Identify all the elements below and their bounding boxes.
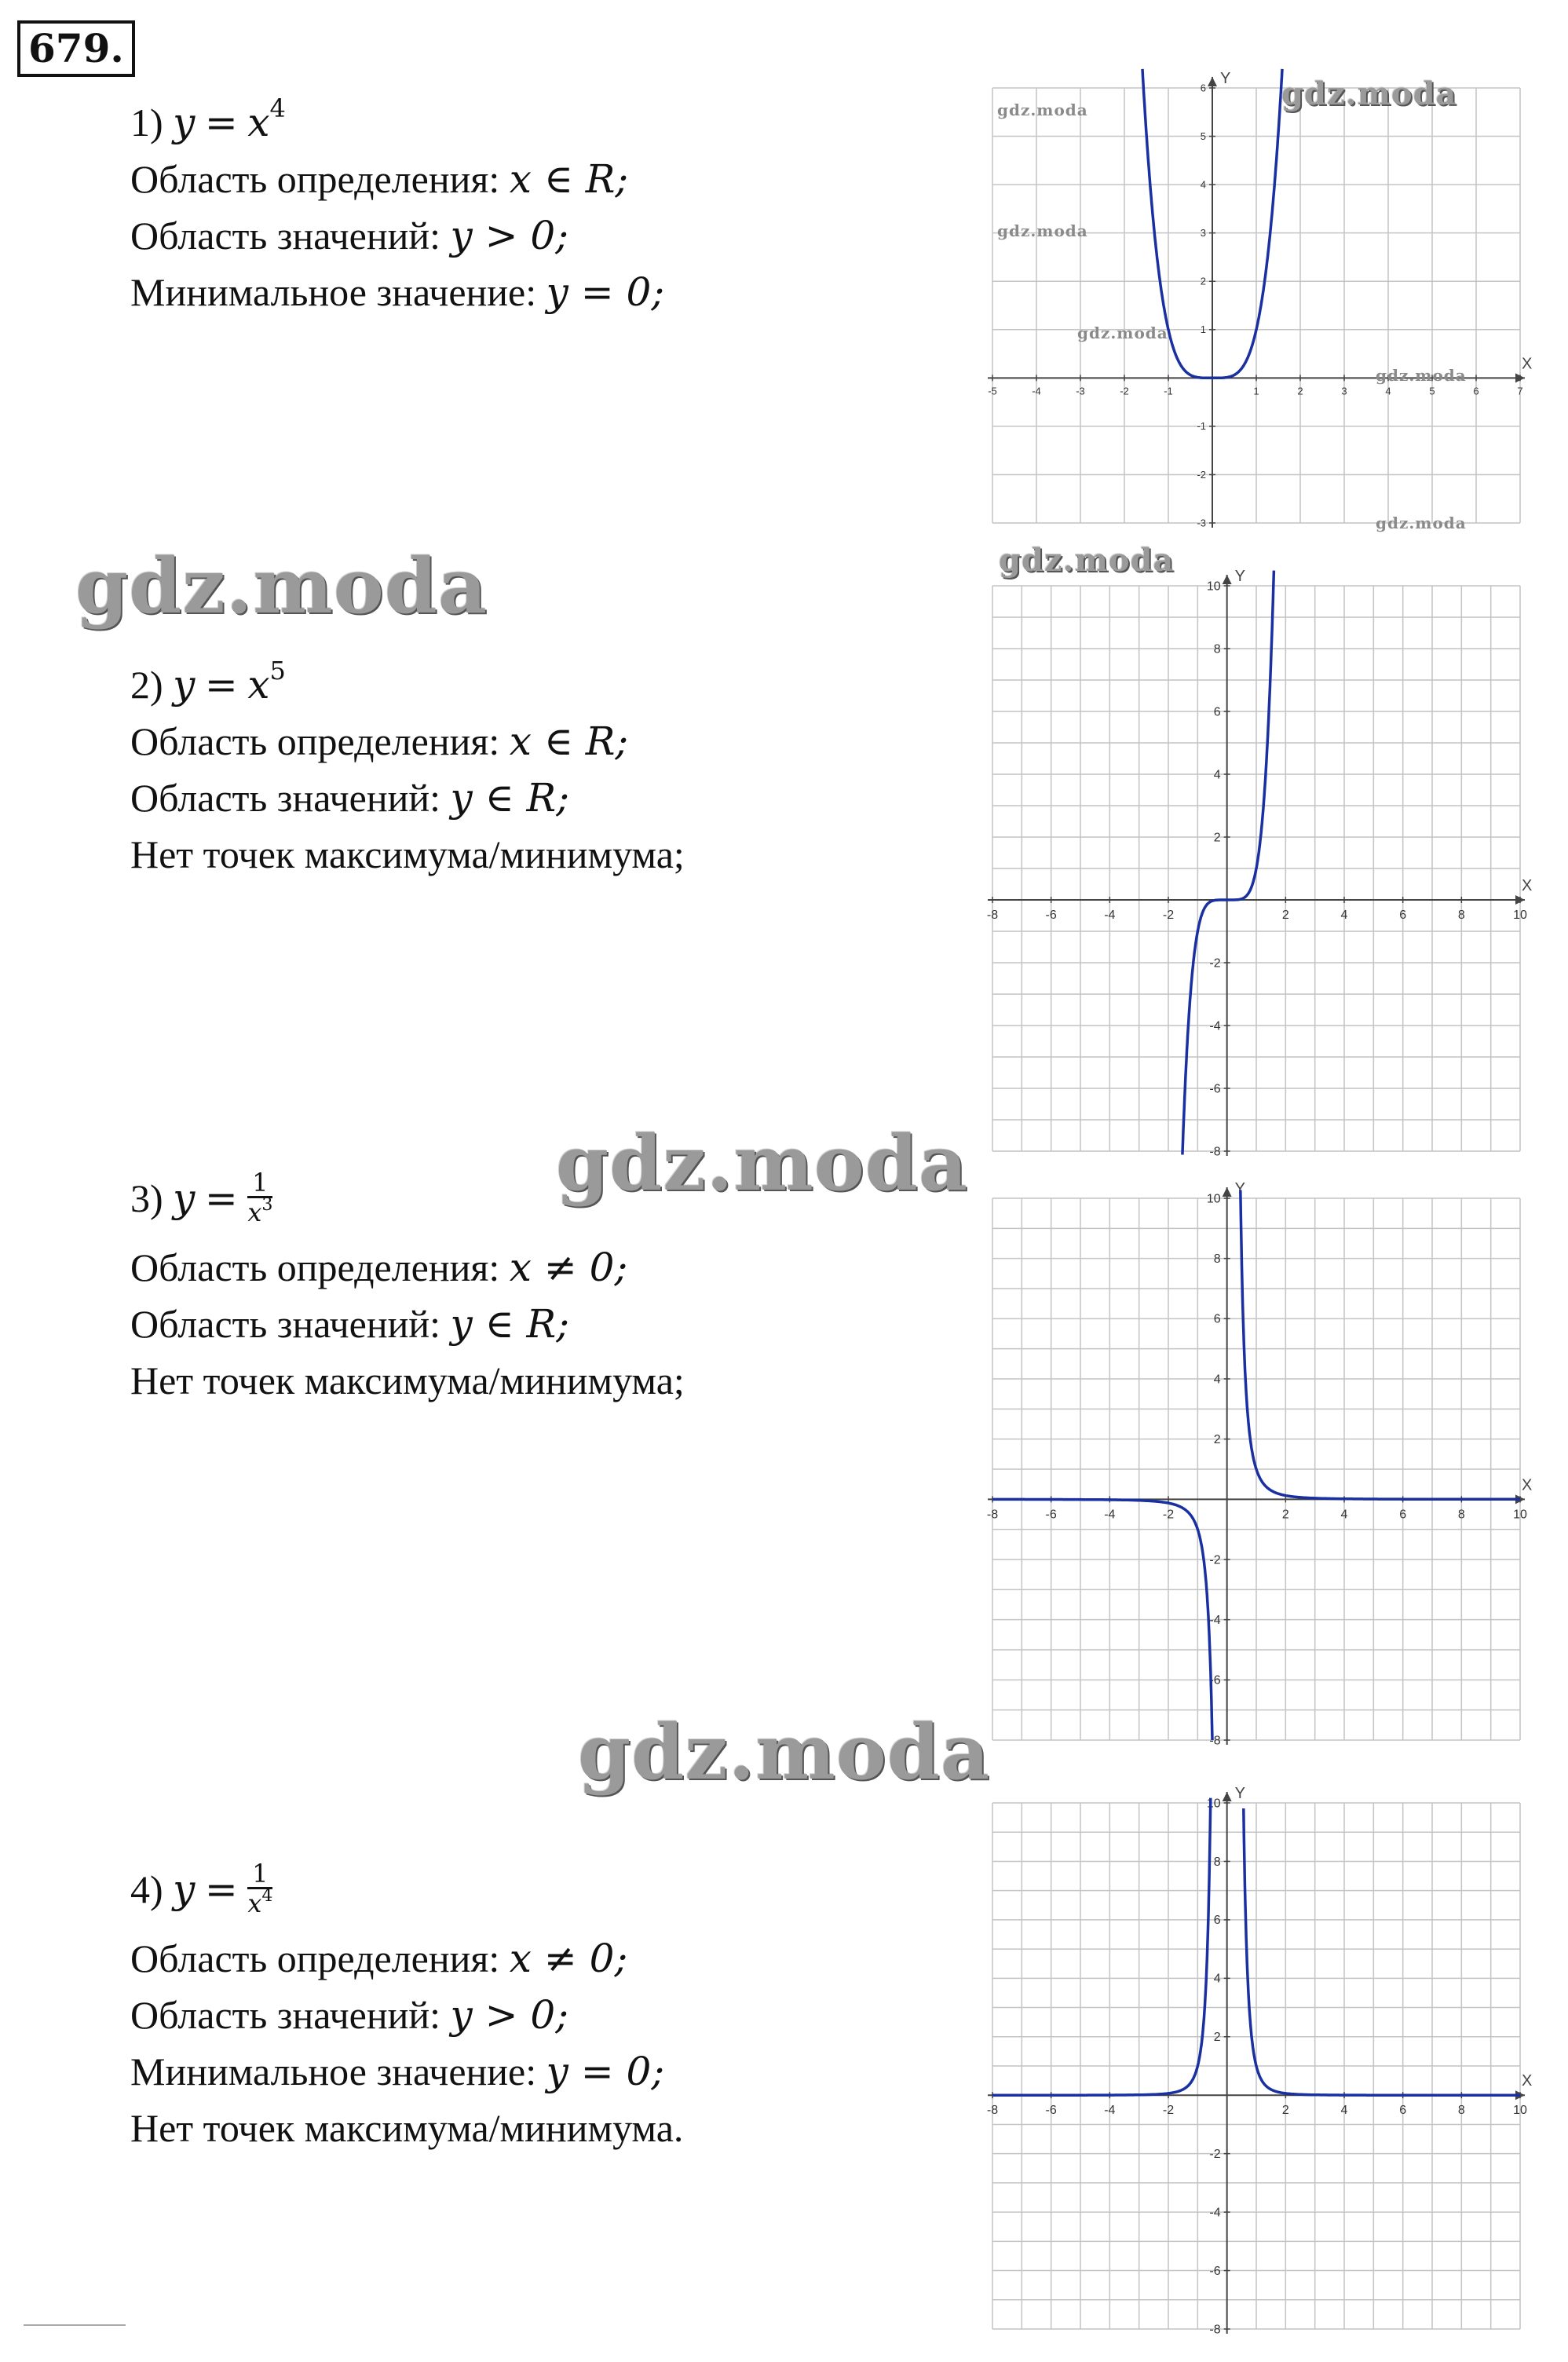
y-tick-label: 2 — [1213, 2031, 1221, 2045]
formula-fraction — [247, 1860, 272, 1918]
y-tick-label: -2 — [1209, 956, 1221, 971]
y-tick-label: -6 — [1209, 1673, 1221, 1687]
formula-lhs: y — [173, 1176, 196, 1221]
y-tick-label: -3 — [1197, 517, 1206, 529]
graph-3-inv-x3 — [981, 1170, 1531, 1751]
y-tick-label: -2 — [1197, 468, 1206, 481]
formula-lhs: y — [173, 662, 196, 708]
x-tick-label: 5 — [1429, 385, 1435, 397]
y-axis-label: Y — [1234, 568, 1246, 585]
y-tick-label: -6 — [1209, 1082, 1221, 1096]
fraction-denominator — [247, 1886, 273, 1919]
line-math: y ∈ R; — [450, 1301, 570, 1347]
item-4-min — [130, 2043, 683, 2100]
item-3-domain — [130, 1239, 685, 1296]
series-line — [1241, 1190, 1520, 1500]
x-tick-label: -4 — [1104, 2104, 1116, 2118]
item-1 — [130, 94, 664, 320]
y-tick-label: 2 — [1213, 831, 1221, 845]
x-tick-label: -4 — [1104, 909, 1116, 922]
x-tick-label: 2 — [1281, 2104, 1289, 2118]
item-4-domain — [130, 1930, 683, 1987]
item-2-extrema — [130, 826, 685, 883]
x-tick-label: -4 — [1032, 385, 1041, 397]
line-math: y ∈ R; — [450, 775, 570, 821]
x-tick-label: 3 — [1341, 385, 1347, 397]
item-2-formula — [130, 656, 685, 713]
x-tick-label: 4 — [1340, 2104, 1348, 2118]
x-axis-label: X — [1522, 877, 1533, 894]
y-axis-arrow — [1208, 77, 1217, 86]
formula-eq: = — [204, 100, 238, 145]
y-tick-label: 10 — [1206, 1797, 1221, 1811]
den-exp: 3 — [261, 1195, 273, 1216]
x-tick-label: 8 — [1457, 909, 1465, 922]
formula-lhs: y — [173, 1867, 196, 1912]
x-tick-label: 2 — [1297, 385, 1303, 397]
formula-base: x — [247, 662, 270, 708]
x-tick-label: -6 — [1045, 1508, 1057, 1522]
line-math: x ∈ R; — [509, 718, 629, 764]
x-axis-label: X — [1522, 1476, 1533, 1494]
y-axis-arrow — [1223, 575, 1232, 584]
item-3-range — [130, 1296, 685, 1352]
line-math: x ∈ R; — [509, 156, 629, 202]
line-math: y = 0; — [546, 2049, 665, 2094]
formula-eq: = — [204, 1867, 238, 1912]
formula-base: x — [247, 100, 270, 145]
item-4-extrema — [130, 2100, 683, 2156]
x-axis-label: X — [1522, 2072, 1533, 2090]
item-4-formula — [130, 1861, 683, 1930]
item-1-min — [130, 264, 664, 320]
x-tick-label: 10 — [1513, 2104, 1527, 2118]
x-tick-label: 6 — [1399, 2104, 1407, 2118]
line-text: Область значений: — [130, 1302, 440, 1346]
x-tick-label: 10 — [1513, 1508, 1527, 1522]
line-math: y > 0; — [450, 1992, 569, 2038]
y-tick-label: 6 — [1213, 705, 1221, 719]
y-tick-label: 4 — [1213, 768, 1221, 782]
x-tick-label: -5 — [988, 385, 997, 397]
x-tick-label: -2 — [1120, 385, 1129, 397]
x-tick-label: -8 — [986, 2104, 999, 2118]
watermark: gdz.moda — [997, 101, 1088, 119]
x-tick-label: 4 — [1385, 385, 1391, 397]
fraction-numerator: 1 — [247, 1169, 272, 1198]
y-tick-label: -2 — [1209, 1553, 1221, 1567]
y-tick-label: 2 — [1213, 1433, 1221, 1446]
x-axis-label: X — [1522, 355, 1533, 373]
x-tick-label: -2 — [1162, 1508, 1175, 1522]
watermark: gdz.moda — [1376, 366, 1467, 385]
item-4 — [130, 1861, 683, 2156]
item-label: 1) — [130, 101, 163, 144]
x-tick-label: 1 — [1253, 385, 1259, 397]
y-tick-label: -6 — [1209, 2264, 1221, 2278]
line-text: Минимальное значение: — [130, 270, 537, 314]
y-tick-label: -4 — [1209, 1614, 1221, 1627]
formula-fraction — [247, 1169, 272, 1227]
x-tick-label: -2 — [1162, 909, 1175, 922]
x-tick-label: 4 — [1340, 1508, 1348, 1522]
item-2-domain — [130, 713, 685, 770]
item-4-range — [130, 1987, 683, 2043]
watermark: gdz.moda — [999, 542, 1175, 579]
x-tick-label: 7 — [1517, 385, 1523, 397]
y-axis-arrow — [1223, 1792, 1232, 1801]
item-1-domain — [130, 151, 664, 207]
line-text: Нет точек максимума/минимума. — [130, 2106, 684, 2150]
y-tick-label: 10 — [1206, 580, 1221, 594]
x-tick-label: -8 — [986, 909, 999, 922]
y-tick-label: 8 — [1213, 1855, 1221, 1869]
line-text: Область определения: — [130, 157, 500, 201]
x-tick-label: -2 — [1162, 2104, 1175, 2118]
y-tick-label: -8 — [1209, 1734, 1221, 1748]
watermark: gdz.moda — [1077, 324, 1168, 342]
line-text: Минимальное значение: — [130, 2049, 537, 2093]
watermark: gdz.moda — [1376, 514, 1467, 532]
y-tick-label: 6 — [1200, 82, 1206, 94]
line-math: x ≠ 0; — [509, 1936, 628, 1981]
series-line — [1182, 571, 1274, 1155]
line-text: Область определения: — [130, 719, 500, 763]
item-label: 3) — [130, 1176, 163, 1220]
problem-number: 679. — [17, 20, 135, 77]
x-tick-label: 6 — [1473, 385, 1479, 397]
x-tick-label: -8 — [986, 1508, 999, 1522]
watermark: gdz.moda — [1281, 75, 1457, 112]
den-exp: 4 — [261, 1886, 273, 1907]
x-tick-label: 8 — [1457, 2104, 1465, 2118]
line-text: Область определения: — [130, 1936, 500, 1980]
x-tick-label: 4 — [1340, 909, 1348, 922]
y-axis-label: Y — [1234, 1180, 1246, 1197]
line-text: Область определения: — [130, 1245, 500, 1289]
line-text: Область значений: — [130, 214, 440, 258]
watermark: gdz.moda — [578, 1708, 991, 1797]
y-tick-label: 8 — [1213, 642, 1221, 656]
x-tick-label: 6 — [1399, 1508, 1407, 1522]
formula-exp: 5 — [269, 656, 286, 686]
line-math: y > 0; — [450, 213, 569, 258]
formula-lhs: y — [173, 100, 196, 145]
y-tick-label: -1 — [1197, 420, 1206, 433]
watermark: gdz.moda — [75, 542, 488, 631]
y-tick-label: -8 — [1209, 1145, 1221, 1159]
den-base: x — [247, 1889, 262, 1919]
line-math: x ≠ 0; — [509, 1245, 628, 1290]
y-tick-label: -4 — [1209, 2206, 1221, 2220]
formula-exp: 4 — [269, 93, 286, 123]
watermark: gdz.moda — [997, 221, 1088, 240]
item-label: 2) — [130, 663, 163, 707]
y-tick-label: 4 — [1213, 1373, 1221, 1387]
y-tick-label: -4 — [1209, 1019, 1221, 1033]
y-tick-label: 2 — [1200, 275, 1206, 287]
fraction-numerator: 1 — [247, 1860, 272, 1889]
graph-4-inv-x4 — [981, 1775, 1531, 2340]
series-line — [992, 1798, 1211, 2096]
x-tick-label: -1 — [1164, 385, 1173, 397]
item-3-extrema — [130, 1352, 685, 1409]
y-tick-label: 4 — [1213, 1972, 1221, 1986]
line-text: Нет точек максимума/минимума; — [130, 1358, 685, 1402]
y-tick-label: 6 — [1213, 1312, 1221, 1326]
item-2-range — [130, 770, 685, 826]
x-tick-label: -6 — [1045, 909, 1057, 922]
item-1-formula — [130, 94, 664, 151]
x-tick-label: 2 — [1281, 1508, 1289, 1522]
y-tick-label: 1 — [1200, 324, 1206, 336]
graph-1-x4 — [981, 71, 1531, 542]
watermark: gdz.moda — [556, 1119, 969, 1208]
y-tick-label: 4 — [1200, 178, 1206, 191]
item-label: 4) — [130, 1867, 163, 1911]
y-axis-arrow — [1223, 1187, 1232, 1197]
y-tick-label: -8 — [1209, 2323, 1221, 2337]
footer-rule — [24, 2324, 126, 2326]
fraction-denominator — [247, 1195, 273, 1228]
item-2 — [130, 656, 685, 883]
x-tick-label: 6 — [1399, 909, 1407, 922]
line-math: y = 0; — [546, 269, 665, 315]
y-tick-label: 6 — [1213, 1914, 1221, 1928]
line-text: Нет точек максимума/минимума; — [130, 832, 685, 876]
x-tick-label: 10 — [1513, 909, 1527, 922]
graph-2-x5 — [981, 558, 1531, 1162]
y-tick-label: 8 — [1213, 1252, 1221, 1266]
den-base: x — [247, 1197, 262, 1228]
x-tick-label: 8 — [1457, 1508, 1465, 1522]
x-tick-label: 2 — [1281, 909, 1289, 922]
line-text: Область значений: — [130, 776, 440, 820]
y-tick-label: -2 — [1209, 2148, 1221, 2161]
y-axis-label: Y — [1220, 70, 1231, 87]
formula-eq: = — [204, 662, 238, 708]
formula-eq: = — [204, 1176, 238, 1221]
y-tick-label: 10 — [1206, 1192, 1221, 1206]
y-tick-label: 3 — [1200, 227, 1206, 239]
x-tick-label: -3 — [1076, 385, 1085, 397]
y-tick-label: 5 — [1200, 130, 1206, 142]
y-axis-label: Y — [1234, 1785, 1246, 1802]
x-tick-label: -6 — [1045, 2104, 1057, 2118]
x-tick-label: -4 — [1104, 1508, 1116, 1522]
item-1-range — [130, 207, 664, 264]
line-text: Область значений: — [130, 1993, 440, 2037]
